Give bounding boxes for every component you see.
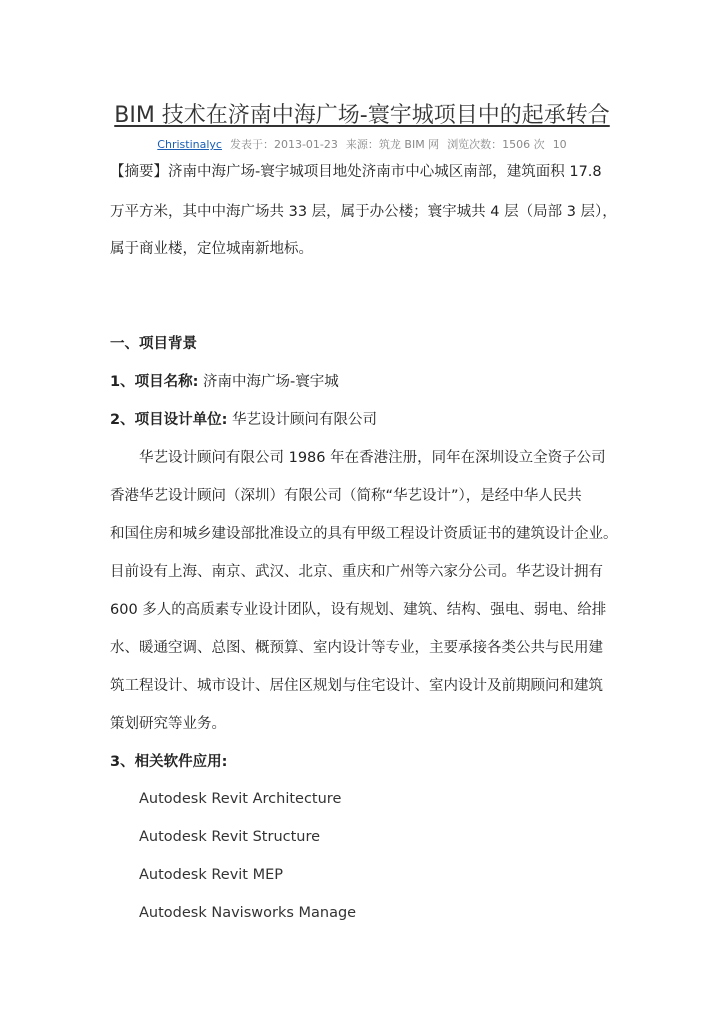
company-paragraph-line-2: 香港华艺设计顾问（深圳）有限公司（简称“华艺设计”），是经中华人民共	[110, 488, 582, 504]
abstract-line-2: 万平方米，其中中海广场共 33 层，属于办公楼；寰宇城共 4 层（局部 3 层），	[110, 204, 617, 220]
software-item: Autodesk Revit Architecture	[139, 791, 342, 807]
article-meta	[0, 137, 724, 153]
meta-extra: 10	[552, 138, 567, 151]
software-heading: 3、相关软件应用:	[110, 754, 228, 770]
software-item: Autodesk Revit Structure	[139, 829, 321, 845]
company-paragraph-line-8: 策划研究等业务。	[110, 716, 226, 732]
section-heading: 一、项目背景	[110, 336, 197, 352]
company-paragraph-line-5: 600 多人的高质素专业设计团队，设有规划、建筑、结构、强电、弱电、给排	[110, 602, 607, 618]
author-link[interactable]: Christinalyc	[157, 138, 222, 151]
design-unit-value: 华艺设计顾问有限公司	[227, 412, 377, 428]
company-paragraph-line-4: 目前设有上海、南京、武汉、北京、重庆和广州等六家分公司。华艺设计拥有	[110, 564, 603, 580]
company-paragraph-line-1: 华艺设计顾问有限公司 1986 年在香港注册，同年在深圳设立全资子公司	[139, 450, 606, 466]
publish-date: 发表于：2013-01-23	[229, 138, 338, 151]
abstract-line-3: 属于商业楼，定位城南新地标。	[110, 241, 313, 257]
project-name	[110, 371, 339, 393]
abstract-line-1: 【摘要】济南中海广场-寰宇城项目地处济南市中心城区南部，建筑面积 17.8	[110, 164, 602, 180]
software-item: Autodesk Navisworks Manage	[139, 905, 357, 921]
project-name-value: 济南中海广场-寰宇城	[198, 374, 339, 390]
design-unit-label: 2、项目设计单位:	[110, 412, 228, 428]
view-count: 浏览次数：1506 次	[447, 138, 545, 151]
company-paragraph-line-6: 水、暖通空调、总图、概预算、室内设计等专业，主要承接各类公共与民用建	[110, 640, 603, 656]
project-name-label: 1、项目名称:	[110, 374, 199, 390]
design-unit	[110, 409, 377, 431]
article-source: 来源：筑龙 BIM 网	[345, 138, 440, 151]
article-title: BIM 技术在济南中海广场-寰宇城项目中的起承转合	[114, 103, 610, 128]
software-item: Autodesk Revit MEP	[139, 867, 284, 883]
company-paragraph-line-3: 和国住房和城乡建设部批准设立的具有甲级工程设计资质证书的建筑设计企业。	[110, 526, 618, 542]
company-paragraph-line-7: 筑工程设计、城市设计、居住区规划与住宅设计、室内设计及前期顾问和建筑	[110, 678, 603, 694]
